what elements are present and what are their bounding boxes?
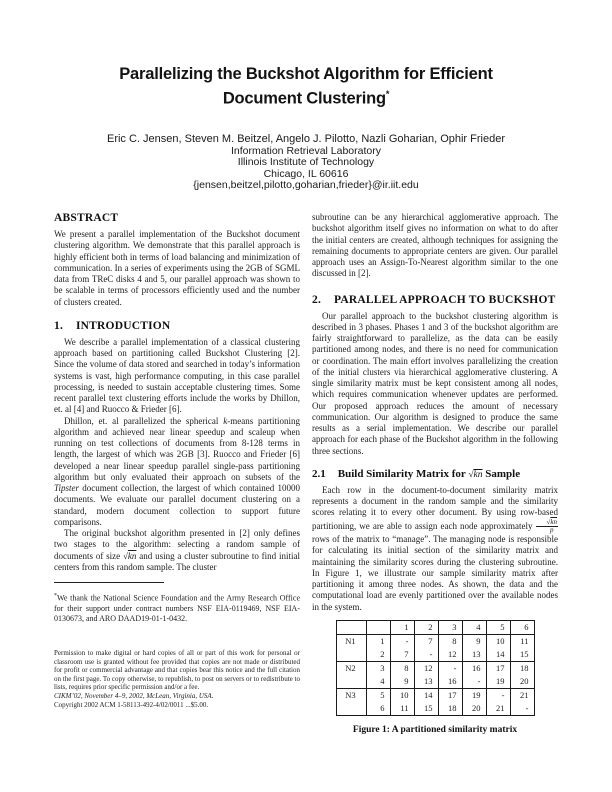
intro-paragraph-3: The original buckshot algorithm presented in [2] only defines two stages to the algorithm: selecting a random sample of documents of size √kn and using a cluster subroutine to find initial centers from this random sample. The cluster [54, 528, 300, 572]
similarity-matrix-table [336, 620, 535, 716]
title-footnote-mark: * [385, 89, 390, 99]
table-row: 2 7 - 12 13 14 15 [336, 648, 534, 662]
node-group-n1 [336, 634, 534, 661]
section-2-1-body: Each row in the document-to-document similarity matrix represents a document in the random sample and the similarity scores relating it to every other document. By using row-based partitioning, we are able to assign each node approximately $\frac{√kn}{p}$ rows of the matrix to “manage”. The managing node is responsible for calculating its initial section of the similarity matrix and maintaining the similarity scores during the clustering subroutine. In Figure 1, we illustrate our sample similarity matrix after partitioning it among three nodes. As shown, the data and the computational load are evenly partitioned over the available nodes in the system. [312, 484, 558, 612]
right-column [312, 212, 558, 735]
page-title [0, 64, 612, 109]
section-1-heading: 1. INTRODUCTION [54, 319, 171, 332]
table-row: 4 9 13 16 - 19 20 [336, 675, 534, 689]
section-2-heading: 2. PARALLEL APPROACH TO BUCKSHOT [312, 293, 556, 306]
table-row: N3 5 10 14 17 19 - 21 [336, 688, 534, 702]
table-header-row: 1 2 3 4 5 6 [336, 620, 534, 634]
section-2-1-heading: 2.1 Build Similarity Matrix for √kn Sample [312, 467, 521, 480]
title-block [0, 64, 612, 109]
k-means-variable: k [223, 415, 228, 426]
abstract-text: We present a parallel implementation of the Buckshot document clustering algorithm. We demonstrate that this parallel approach is highly efficient both in terms of load balancing and minimization of communication. In a series of experiments using the 2GB of SGML data from TReC disks 4 and 5, our parallel approach was shown to be scalable in terms of processors efficiently used and the number of clusters created. [54, 229, 300, 307]
copyright-line: Copyright 2002 ACM 1-58113-492-4/02/0011 ...$5.00. [54, 700, 209, 709]
table-row: N2 3 8 12 - 16 17 18 [336, 661, 534, 675]
author-institution: Illinois Institute of Technology [237, 156, 375, 169]
table-row: N1 1 - 7 8 9 10 11 [336, 634, 534, 648]
title-line-1: Parallelizing the Buckshot Algorithm for Efficient [119, 65, 493, 83]
section-2-1-number: 2.1 [312, 467, 326, 480]
sqrt-kn-heading: √kn [468, 469, 483, 480]
footnote-mark: * [54, 593, 57, 599]
continuation-paragraph: subroutine can be any hierarchical agglomerative approach. The buckshot algorithm itself gives no information on what to do after the initial centers are created, although techniques for assigning the remaining documents to appropriate centers are given. Our parallel approach uses an Assign-To-Nearest algorithm similar to the one discussed in [2]. [312, 212, 558, 279]
node-group-n3 [336, 688, 534, 715]
author-names: Eric C. Jensen, Steven M. Beitzel, Angelo J. Pilotto, Nazli Goharian, Ophir Frieder [106, 133, 505, 145]
intro-paragraph-1: We describe a parallel implementation of a classical clustering approach based on partitioning called Buckshot Clustering [2]. Since the volume of data stored and searched in today’s information systems is vast, high performance computing, in this case parallel processing, is needed to sustain acceptable clustering times. Some recent parallel text clustering efforts include the works by Dhillon, et. al [4] and Ruocco & Frieder [6]. [54, 336, 300, 415]
sqrt-kn-over-p-fraction: $\frac{√kn}{p}$ [536, 519, 558, 535]
section-2-number: 2. [312, 293, 322, 306]
section-2-body: Our parallel approach to the buckshot clustering algorithm is described in 3 phases. Phases 1 and 3 of the buckshot algorithm are fairly straightforward to parallelize, as the data can be easily partitioned among nodes, and there is no need for communication or coordination. The main effort involves parallelizing the creation of the initial clusters via hierarchical agglomerative clustering. A single similarity matrix must be kept consistent among all nodes, which requires communication whenever updates are performed. Our proposed approach reduces the amount of necessary communication. Our algorithm is designed to produce the same results as a serial implementation. We describe our parallel approach for each phase of the Buckshot algorithm in the following three sections. [312, 310, 558, 456]
sqrt-kn-expression: √kn [122, 550, 137, 561]
figure-1 [312, 620, 558, 735]
authors-block [0, 133, 612, 192]
footnote-text: *We thank the National Science Foundation and the Army Research Office for their support under contract numbers NSF EIA-0119469, NSF EIA-0130673, and ARO DAAD19-01-1-0432. [54, 593, 300, 623]
title-line-2: Document Clustering* [222, 89, 390, 108]
intro-paragraph-2: Dhillon, et. al parallelized the spherical k-means partitioning algorithm and achieved near linear speedup and scaleup when running on test collections of documents from 8-128 terms in length, the largest of which was 2GB [3]. Ruocco and Frieder [6] developed a near linear speedup parallel single-pass partitioning algorithm but only evaluated their approach on subsets of the Tipster document collection, the largest of which contained 10000 documents. We evaluate our parallel document clustering on a standard, modern document collection to support future comparisons. [54, 415, 300, 527]
author-email: {jensen,beitzel,pilotto,goharian,frieder}@ir.iit.edu [193, 179, 419, 192]
left-column [54, 212, 300, 632]
figure-1-caption: Figure 1: A partitioned similarity matrix [352, 724, 518, 735]
footnote-rule [54, 582, 164, 583]
author-city: Chicago, IL 60616 [263, 167, 349, 180]
table-row: 6 11 15 18 20 21 - [336, 702, 534, 716]
permission-notice: Permission to make digital or hard copies of all or part of this work for personal or classroom use is granted without fee provided that copies are not made or distributed for profit or commercial advantage and that copies bear this notice and the full citation on the first page. To copy otherwise, to republish, to post on servers or to redistribute to lists, requires prior specific permission and/or a fee. [54, 649, 300, 692]
node-group-n2 [336, 661, 534, 688]
author-lab: Information Retrieval Laboratory [231, 145, 381, 157]
tipster-name: Tipster [54, 483, 80, 493]
table-header [336, 620, 534, 634]
abstract-heading: ABSTRACT [54, 212, 119, 224]
permission-block [54, 649, 300, 709]
section-1-number: 1. [54, 319, 64, 332]
conference-line: CIKM’02, November 4–9, 2002, McLean, Virginia, USA. [54, 691, 214, 700]
